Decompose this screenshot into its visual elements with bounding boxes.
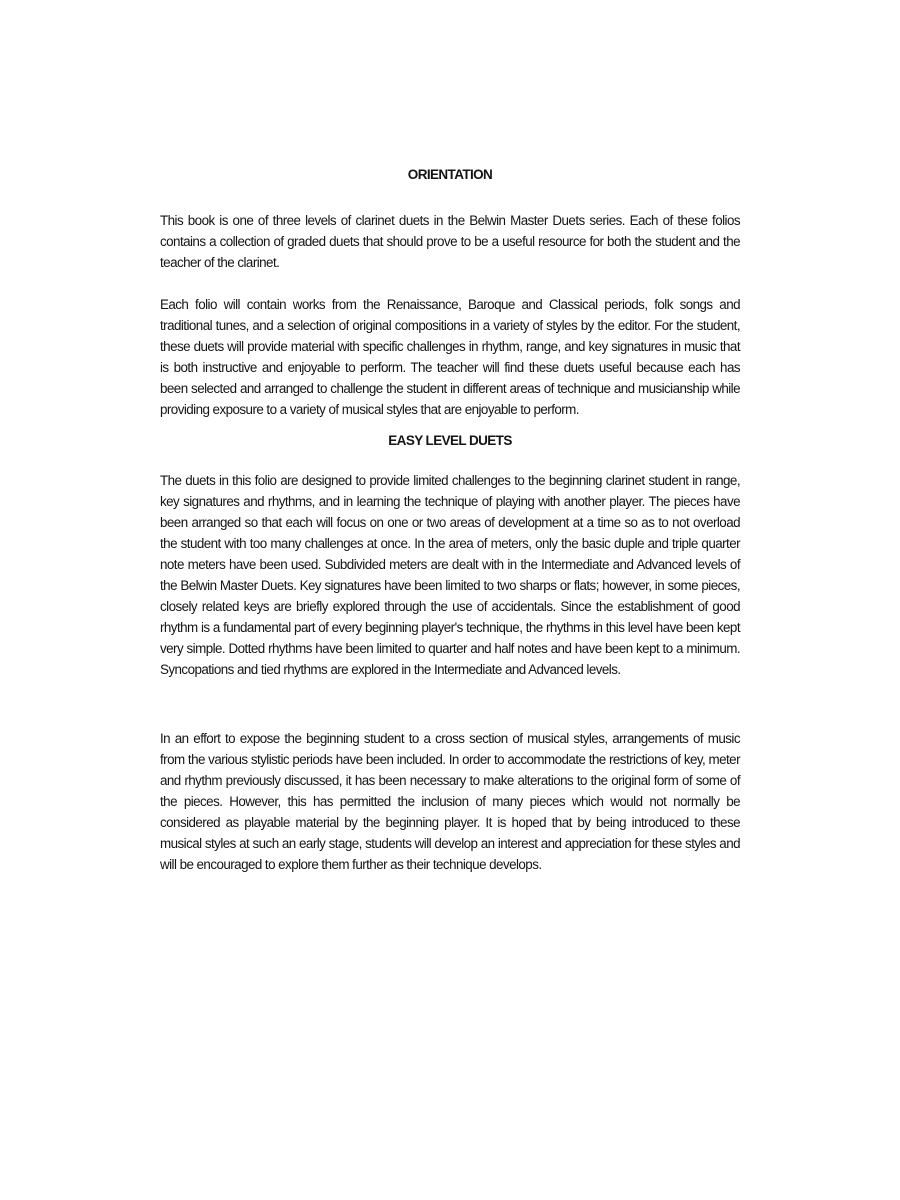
easy-level-paragraph-1: The duets in this folio are designed to provide limited challenges to the beginning clarinet student in range, key signatures and rhythms, and in learning the technique of playing with another player. The pieces have been arranged so that each will focus on one or two areas of development at a time so as to not overload the student with too many challenges at once. In the area of meters, only the basic duple and triple quarter note meters have been used. Subdivided meters are dealt with in the Intermediate and Advanced levels of the Belwin Master Duets. Key signatures have been limited to two sharps or flats; however, in some pieces, closely related keys are briefly explored through the use of accidentals. Since the establishment of good rhythm is a fundamental part of every beginning player's technique, the rhythms in this level have been kept very simple. Dotted rhythms have been limited to quarter and half notes and have been kept to a minimum. Syncopations and tied rhythms are explored in the Intermediate and Advanced levels. <box>160 473 740 677</box>
orientation-paragraph-2: Each folio will contain works from the Renaissance, Baroque and Classical periods, folk songs and traditional tunes, and a selection of original compositions in a variety of styles by the editor. For the student, these duets will provide material with specific challenges in rhythm, range, and key signatures in music that is both instructive and enjoyable to perform. The teacher will find these duets useful because each has been selected and arranged to challenge the student in different areas of technique and musicianship while providing exposure to a variety of musical styles that are enjoyable to perform. <box>160 297 740 417</box>
easy-level-paragraph-2: In an effort to expose the beginning student to a cross section of musical styles, arrangements of music from the various stylistic periods have been included. In order to accommodate the restrictions of key, meter and rhythm previously discussed, it has been necessary to make alterations to the original form of some of the pieces. However, this has permitted the inclusion of many pieces which would not normally be considered as playable material by the beginning player. It is hoped that by being introduced to these musical styles at such an early stage, students will develop an interest and appreciation for these styles and will be encouraged to explore them further as their technique develops. <box>160 731 740 872</box>
orientation-paragraph-1: This book is one of three levels of clarinet duets in the Belwin Master Duets series. Each of these folios contains a collection of graded duets that should prove to be a useful resource for both the student and the teacher of the clarinet. <box>160 213 740 270</box>
easy-level-duets-heading: EASY LEVEL DUETS <box>388 433 512 448</box>
orientation-heading: ORIENTATION <box>407 167 493 182</box>
page-content <box>160 164 740 896</box>
